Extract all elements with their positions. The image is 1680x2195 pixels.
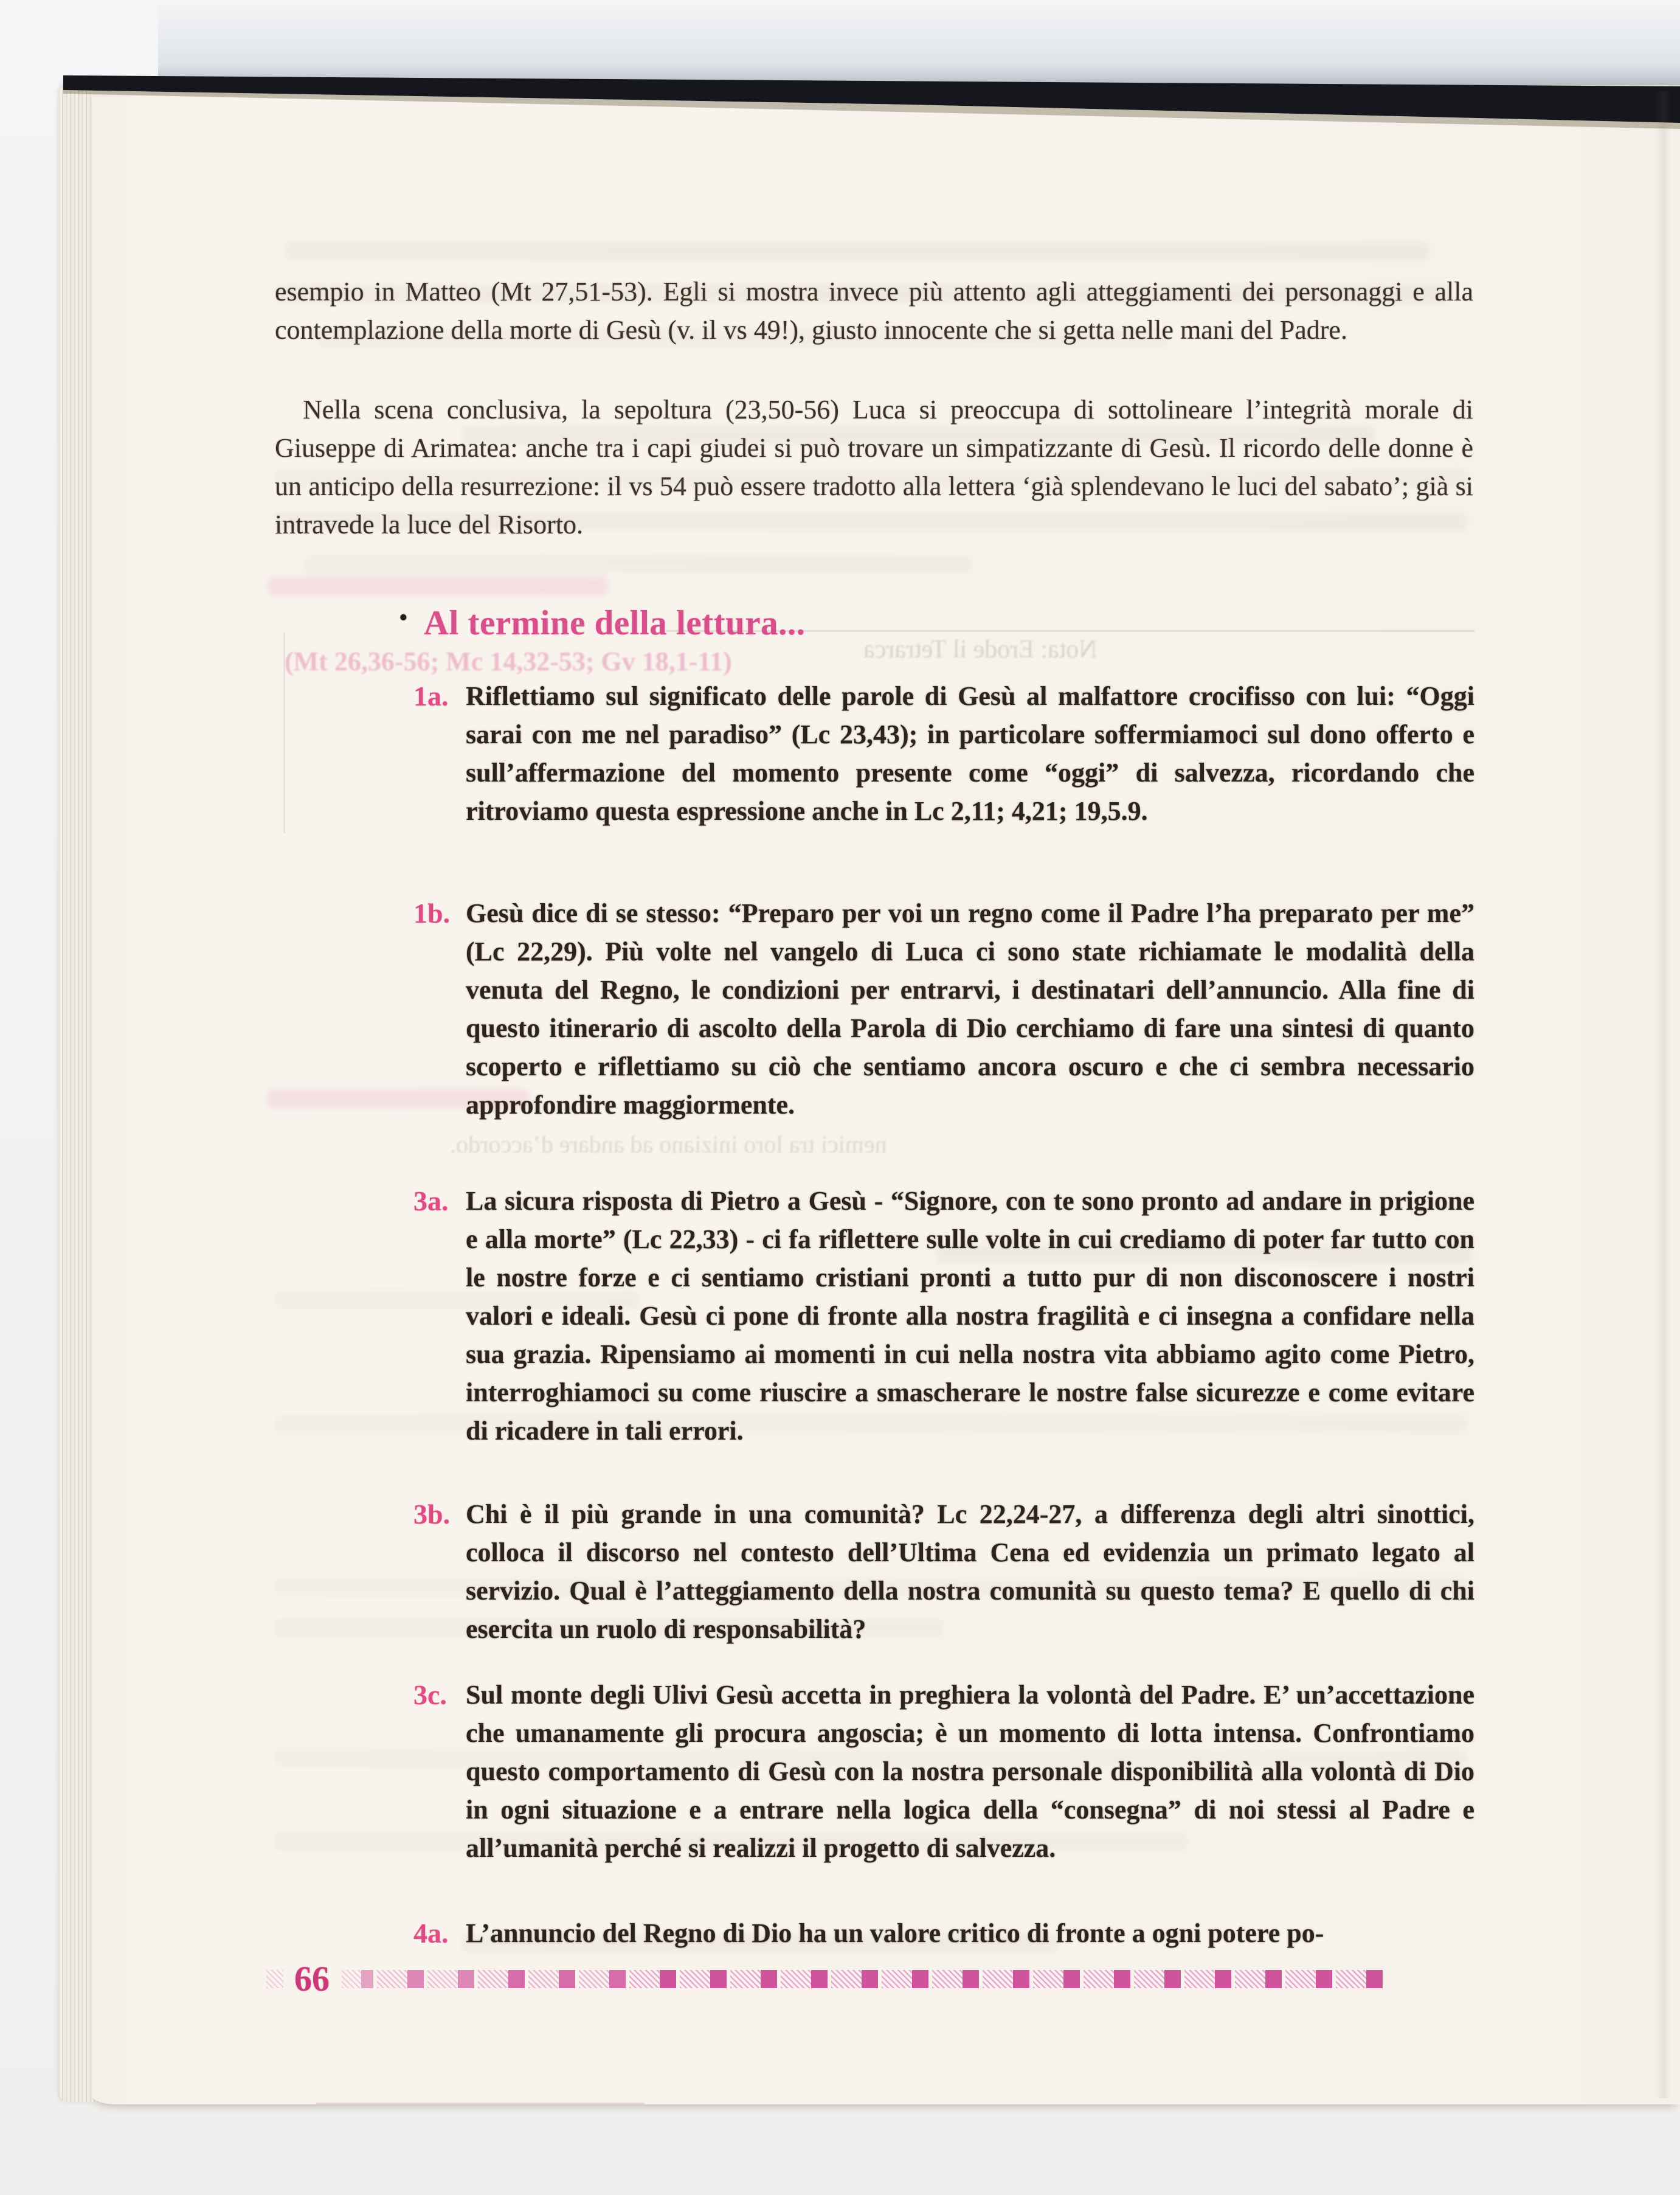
strip-square bbox=[266, 1970, 283, 1988]
bleedthrough-text: Nota: Erode il Tetrarca bbox=[863, 636, 1098, 664]
item-text: Sul monte degli Ulivi Gesù accetta in preghiera la volontà del Padre. E’ un’accettazione che umanamente gli procura angoscia; è un momento di lotta intensa. Confrontiamo questo comportamento di Gesù con la nostra personale disponibilità alla volontà di Dio in ogni situazione e a entrare nella logica della “consegna” di noi stessi al Padre e all’umanità perché si realizzi il progetto di salvezza. bbox=[466, 1680, 1474, 1863]
strip-square bbox=[882, 1970, 928, 1988]
strip-square bbox=[342, 1970, 373, 1988]
strip-square bbox=[781, 1970, 828, 1988]
book-cover-edge bbox=[0, 0, 1680, 158]
item-number: 3b. bbox=[413, 1499, 451, 1530]
body-paragraph: Nella scena conclusiva, la sepoltura (23,50-56) Luca si preoccupa di sottolineare l’integrità morale di Giuseppe di Arimatea: anche tra i capi giudei si può trovare un simpatizzante di Gesù. Il ricordo delle donne è un anticipo della resurrezione: il vs 54 può essere tradotto alla lettera ‘già splendevano le luci del sabato’; già si intravede la luce del Risorto. bbox=[275, 395, 1473, 539]
bleedthrough-strip bbox=[304, 555, 973, 573]
bleedthrough-strip bbox=[286, 242, 1429, 260]
strip-square bbox=[932, 1970, 979, 1988]
item-text: Riflettiamo sul significato delle parole di Gesù al malfattore crocifisso con lui: “Oggi sarai con me nel paradiso” (Lc 23,43); in particolare soffermiamoci sul dono offerto e sull’affermazione del momento presente come “oggi” di salvezza, ricordando che ritroviamo questa espressione anche in Lc 2,11; 4,21; 19,5.9. bbox=[466, 681, 1474, 826]
item-number: 3c. bbox=[413, 1679, 447, 1710]
item-number: 4a. bbox=[413, 1918, 449, 1949]
item-text: Chi è il più grande in una comunità? Lc 22,24-27, a differenza degli altri sinottici, colloca il discorso nel contesto dell’Ultima Cena ed evidenzia un primato legato al servizio. Qual è l’atteggiamento della nostra comunità su questo tema? E quello di chi esercita un ruolo di responsabilità? bbox=[466, 1499, 1474, 1644]
body-paragraph: esempio in Matteo (Mt 27,51-53). Egli si mostra invece più attento agli atteggiamenti dei personaggi e alla contemplazione della morte di Gesù (v. il vs 49!), giusto innocente che si getta nelle mani del Padre. bbox=[275, 277, 1473, 345]
item-number: 1a. bbox=[413, 681, 449, 712]
page-number: 66 bbox=[294, 1959, 330, 1999]
footer-strip bbox=[266, 1959, 1386, 1999]
strip-square bbox=[1184, 1970, 1231, 1988]
item-text: L’annuncio del Regno di Dio ha un valore critico di fronte a ogni potere po- bbox=[466, 1918, 1324, 1948]
strip-square bbox=[680, 1970, 727, 1988]
strip-square bbox=[629, 1970, 676, 1988]
bleedthrough-text: (Mt 26,36-56; Mc 14,32-53; Gv 18,1-11) bbox=[285, 647, 732, 676]
strip-square bbox=[1033, 1970, 1080, 1988]
strip-square bbox=[528, 1970, 575, 1988]
bleedthrough-pink-strip bbox=[268, 577, 608, 596]
item-text: La sicura risposta di Pietro a Gesù - “Signore, con te sono pronto ad andare in prigione e alla morte” (Lc 22,33) - ci fa riflettere sulle volte in cui crediamo di poter far tutto con le nostre forze e ci sentiamo cristiani pronti a tutto pur di non disconoscere i nostri valori e ideali. Gesù ci pone di fronte alla nostra fragilità e ci insegna a confidare nella sua grazia. Ripensiamo ai momenti in cui nella nostra vita abbiamo agito come Pietro, interroghiamoci su come riuscire a smascherare le nostre false sicurezze e come evitare di ricadere in tali errori. bbox=[466, 1186, 1474, 1446]
list-item-3a bbox=[413, 1182, 1474, 1493]
page-gutter-crease bbox=[1655, 91, 1671, 2098]
strip-square bbox=[377, 1970, 424, 1988]
strip-square bbox=[831, 1970, 878, 1988]
list-item-3c bbox=[413, 1676, 1474, 1910]
strip-square bbox=[478, 1970, 525, 1988]
strip-square bbox=[1336, 1970, 1383, 1988]
item-number: 3a. bbox=[413, 1185, 449, 1216]
list-item-1b bbox=[413, 894, 1474, 1167]
strip-square bbox=[1235, 1970, 1282, 1988]
strip-square bbox=[1134, 1970, 1181, 1988]
strip-square bbox=[427, 1970, 474, 1988]
section-heading-label: Al termine della lettura... bbox=[423, 604, 806, 642]
list-item-4a bbox=[413, 1914, 1474, 1957]
bullet-icon: • bbox=[399, 604, 408, 632]
strip-square bbox=[730, 1970, 777, 1988]
list-item-3b bbox=[413, 1495, 1474, 1652]
page-bottom-smudge bbox=[316, 2103, 645, 2104]
strip-square bbox=[1084, 1970, 1130, 1988]
list-item-1a bbox=[413, 677, 1474, 873]
section-heading bbox=[399, 603, 805, 643]
bleedthrough-text: nemici tra loro iniziano ad andare d’accordo. bbox=[450, 1131, 887, 1158]
strip-square bbox=[983, 1970, 1029, 1988]
item-number: 1b. bbox=[413, 898, 451, 929]
strip-square bbox=[1285, 1970, 1332, 1988]
strip-square bbox=[579, 1970, 626, 1988]
item-text: Gesù dice di se stesso: “Preparo per voi un regno come il Padre l’ha preparato per me” (Lc 22,29). Più volte nel vangelo di Luca ci sono state richiamate le modalità della venuta del Regno, le condizioni per entrarvi, i destinatari dell’annuncio. Alla fine di questo itinerario di ascolto della Parola di Dio cerchiamo di fare una sintesi di quanto scoperto e riflettiamo su ciò che sentiamo ancora oscuro e che ci sembra necessario approfondire maggiormente. bbox=[466, 898, 1474, 1120]
